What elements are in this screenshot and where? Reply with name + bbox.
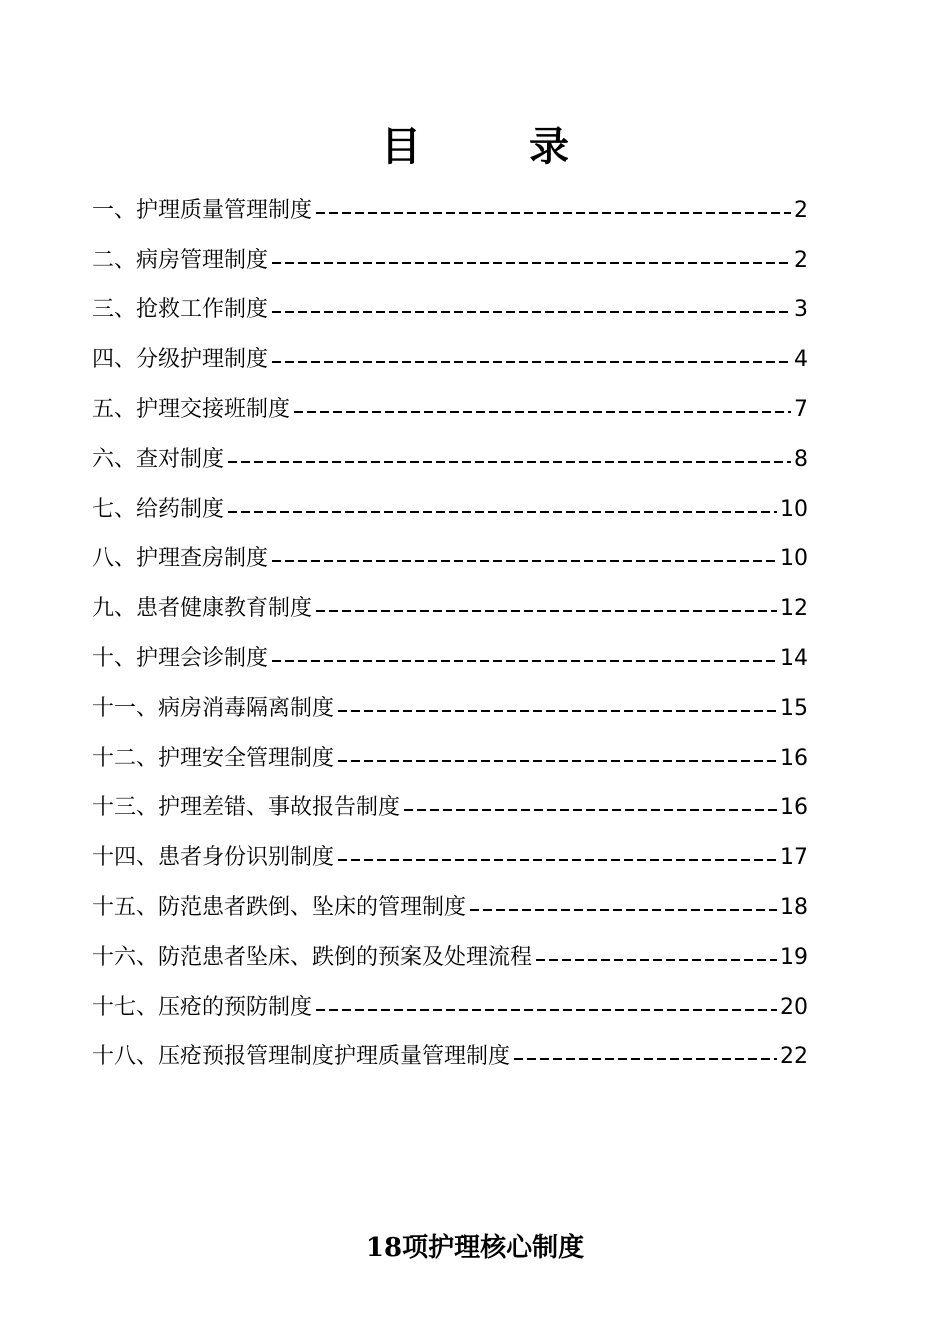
toc-page-number: 19	[780, 944, 808, 970]
toc-entry[interactable]	[92, 435, 808, 485]
toc-entry[interactable]	[92, 684, 808, 734]
toc-entry-title: 十五、防范患者跌倒、坠床的管理制度	[92, 895, 467, 921]
toc-page-number: 12	[780, 596, 808, 622]
toc-page-number: 10	[780, 496, 808, 522]
toc-dotted-leader	[338, 760, 777, 762]
toc-entry-title: 三、抢救工作制度	[92, 297, 269, 323]
toc-page-number: 8	[794, 446, 808, 472]
toc-dotted-leader	[272, 311, 791, 313]
toc-entry-title: 七、给药制度	[92, 496, 225, 522]
toc-entry[interactable]	[92, 286, 808, 336]
toc-dotted-leader	[470, 909, 777, 911]
toc-dotted-leader	[338, 710, 777, 712]
toc-page-number: 14	[780, 646, 808, 672]
toc-dotted-leader	[228, 511, 777, 513]
toc-page-number: 15	[780, 695, 808, 721]
toc-entry-title: 十一、病房消毒隔离制度	[92, 695, 335, 721]
toc-entry-title: 十四、患者身份识别制度	[92, 845, 335, 871]
toc-page-number: 4	[794, 347, 808, 373]
toc-dotted-leader	[514, 1058, 777, 1060]
toc-entry[interactable]	[92, 634, 808, 684]
toc-entry-title: 十二、护理安全管理制度	[92, 745, 335, 771]
toc-dotted-leader	[272, 560, 777, 562]
page-title: 目 录	[381, 123, 603, 170]
section-heading: 18项护理核心制度	[365, 1232, 585, 1263]
toc-entry-title: 十八、压疮预报管理制度护理质量管理制度	[92, 1044, 511, 1070]
toc-entry-title: 二、病房管理制度	[92, 247, 269, 273]
toc-page-number: 10	[780, 546, 808, 572]
toc-entry[interactable]	[92, 485, 808, 535]
toc-entry[interactable]	[92, 784, 808, 834]
toc-dotted-leader	[404, 809, 777, 811]
toc-dotted-leader	[536, 959, 777, 961]
toc-page-number: 2	[794, 197, 808, 223]
toc-dotted-leader	[294, 411, 791, 413]
toc-page-number: 16	[780, 795, 808, 821]
toc-page-number: 2	[794, 247, 808, 273]
toc-entry-title: 十三、护理差错、事故报告制度	[92, 795, 401, 821]
toc-dotted-leader	[316, 212, 791, 214]
toc-entry-title: 一、护理质量管理制度	[92, 197, 313, 223]
toc-entry-title: 八、护理查房制度	[92, 546, 269, 572]
toc-entry[interactable]	[92, 584, 808, 634]
toc-page-number: 7	[794, 397, 808, 423]
toc-entry-title: 九、患者健康教育制度	[92, 596, 313, 622]
table-of-contents	[92, 186, 808, 1082]
toc-dotted-leader	[316, 1009, 777, 1011]
toc-dotted-leader	[272, 660, 777, 662]
toc-entry-title: 十六、防范患者坠床、跌倒的预案及处理流程	[92, 944, 533, 970]
toc-entry[interactable]	[92, 983, 808, 1033]
toc-entry[interactable]	[92, 236, 808, 286]
toc-dotted-leader	[272, 361, 791, 363]
toc-entry[interactable]	[92, 933, 808, 983]
toc-dotted-leader	[228, 461, 791, 463]
toc-page-number: 22	[780, 1044, 808, 1070]
toc-entry-title: 六、查对制度	[92, 446, 225, 472]
toc-entry-title: 十、护理会诊制度	[92, 646, 269, 672]
toc-entry[interactable]	[92, 883, 808, 933]
toc-entry-title: 五、护理交接班制度	[92, 397, 291, 423]
toc-entry[interactable]	[92, 1033, 808, 1083]
toc-dotted-leader	[316, 610, 777, 612]
toc-entry-title: 十七、压疮的预防制度	[92, 994, 313, 1020]
toc-entry[interactable]	[92, 335, 808, 385]
toc-entry[interactable]	[92, 186, 808, 236]
toc-page-number: 20	[780, 994, 808, 1020]
toc-entry[interactable]	[92, 385, 808, 435]
toc-page-number: 17	[780, 845, 808, 871]
toc-entry[interactable]	[92, 535, 808, 585]
toc-entry[interactable]	[92, 833, 808, 883]
toc-dotted-leader	[338, 859, 777, 861]
toc-page-number: 3	[794, 297, 808, 323]
toc-entry[interactable]	[92, 734, 808, 784]
toc-page-number: 16	[780, 745, 808, 771]
toc-dotted-leader	[272, 262, 791, 264]
toc-entry-title: 四、分级护理制度	[92, 347, 269, 373]
toc-page-number: 18	[780, 895, 808, 921]
